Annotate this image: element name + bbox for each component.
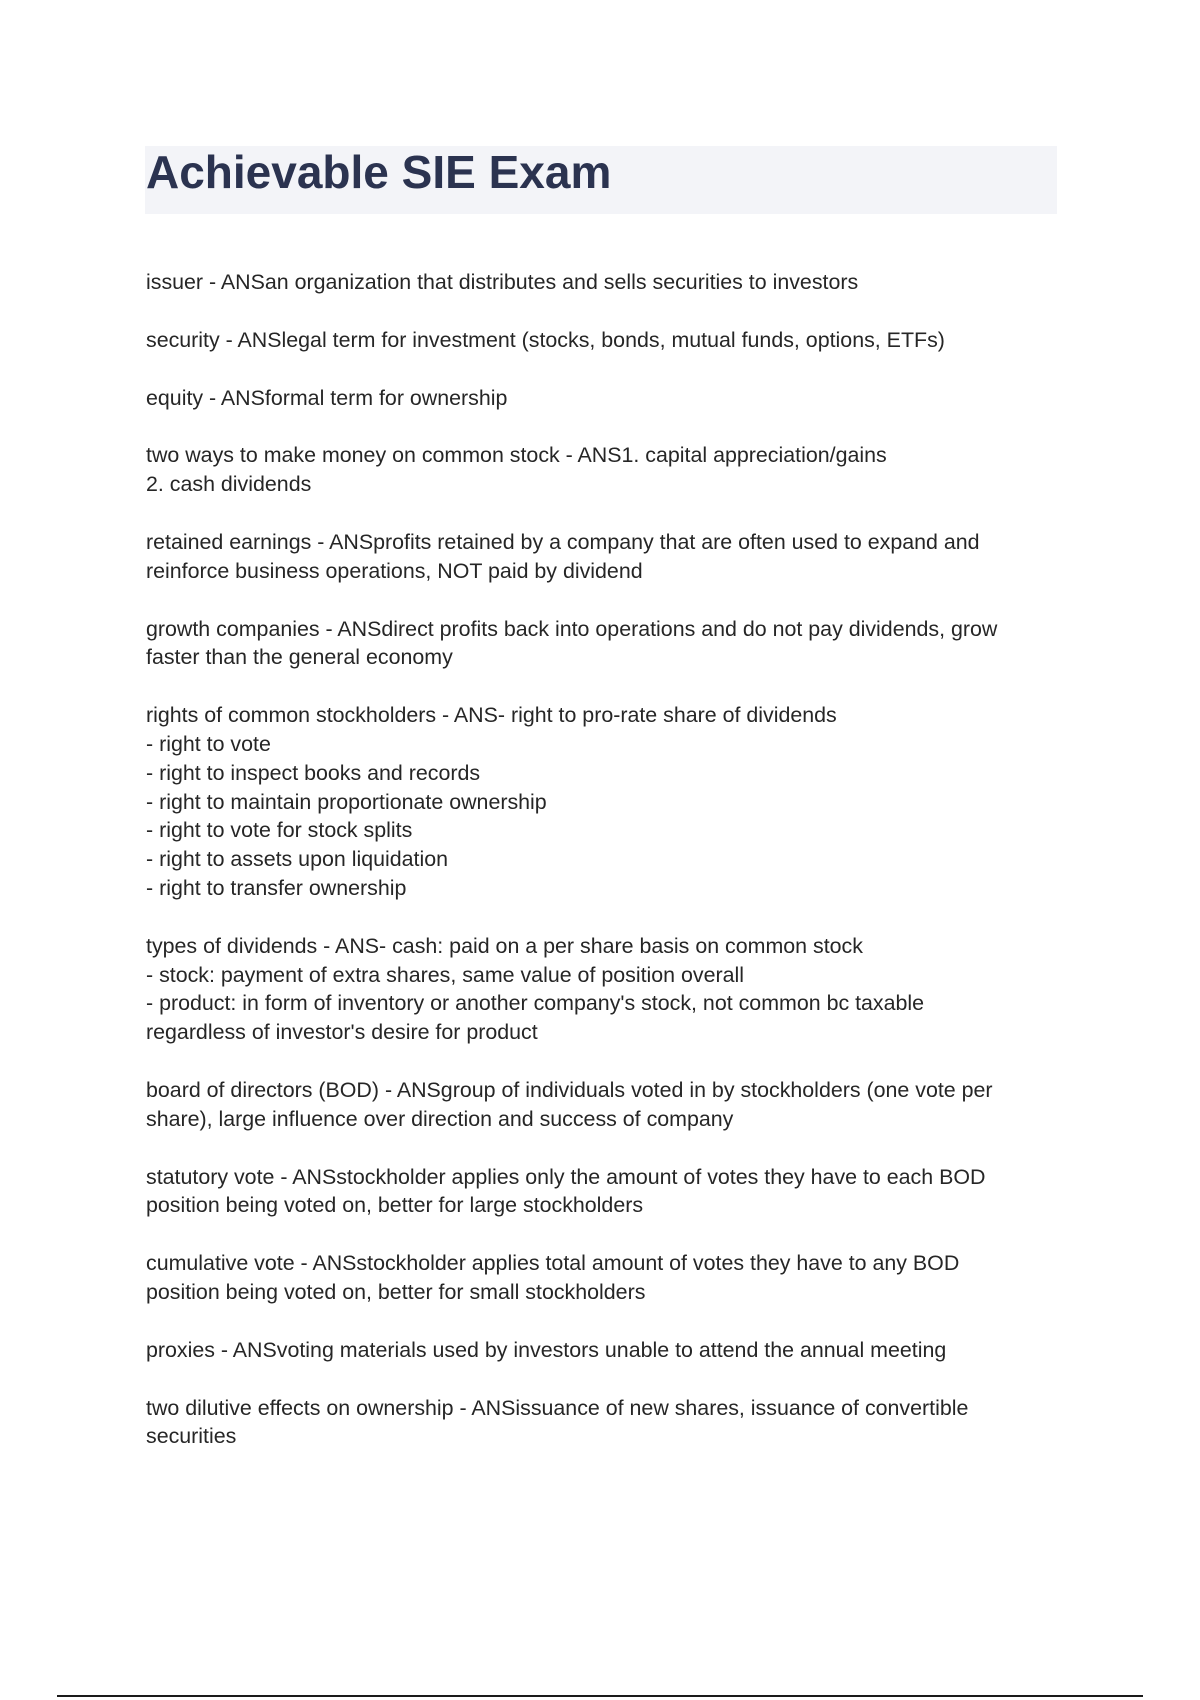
qa-entry-line: cumulative vote - ANSstockholder applies total amount of votes they have to any BOD	[146, 1251, 960, 1276]
qa-entry	[146, 528, 1056, 586]
qa-entry-line: - right to maintain proportionate ownership	[146, 789, 547, 814]
qa-entry-line: two ways to make money on common stock - ANS1. capital appreciation/gains	[146, 443, 887, 468]
qa-entry	[146, 384, 1056, 413]
qa-entry-line: faster than the general economy	[146, 645, 453, 670]
qa-entry	[146, 1076, 1056, 1134]
qa-entry-line: statutory vote - ANSstockholder applies only the amount of votes they have to each BOD	[146, 1164, 986, 1189]
qa-entry-line: proxies - ANSvoting materials used by investors unable to attend the annual meeting	[146, 1337, 947, 1362]
qa-entry	[146, 268, 1056, 297]
qa-entry-line: regardless of investor's desire for product	[146, 1020, 538, 1045]
qa-entry-line: - right to vote for stock splits	[146, 818, 413, 843]
qa-entry-line: security - ANSlegal term for investment (stocks, bonds, mutual funds, options, ETFs)	[146, 327, 945, 352]
qa-entry-line: growth companies - ANSdirect profits back into operations and do not pay dividends, grow	[146, 616, 998, 641]
qa-entry-line: - product: in form of inventory or another company's stock, not common bc taxable	[146, 991, 925, 1016]
qa-entry-line: securities	[146, 1424, 237, 1449]
qa-entry-line: 2. cash dividends	[146, 472, 312, 497]
qa-entry-line: rights of common stockholders - ANS- right to pro-rate share of dividends	[146, 703, 837, 728]
qa-entry	[146, 441, 1056, 499]
qa-entry	[146, 1336, 1056, 1365]
qa-entry-line: - right to inspect books and records	[146, 760, 481, 785]
qa-entry-line: equity - ANSformal term for ownership	[146, 385, 508, 410]
qa-entry-line: issuer - ANSan organization that distributes and sells securities to investors	[146, 270, 859, 294]
qa-entry	[146, 932, 1056, 1047]
qa-entry-line: position being voted on, better for small stockholders	[146, 1279, 646, 1304]
qa-entry	[146, 1394, 1056, 1452]
qa-entry-line: - stock: payment of extra shares, same value of position overall	[146, 962, 745, 987]
qa-entry-line: retained earnings - ANSprofits retained by a company that are often used to expand and	[146, 529, 980, 554]
qa-entry-line: - right to transfer ownership	[146, 875, 407, 900]
qa-entry	[146, 1163, 1056, 1221]
qa-entry-line: share), large influence over direction and success of company	[146, 1106, 734, 1131]
qa-entry-line: board of directors (BOD) - ANSgroup of individuals voted in by stockholders (one vote per	[146, 1077, 993, 1102]
qa-entry	[146, 615, 1056, 673]
qa-entry-line: - right to vote	[146, 731, 271, 756]
qa-entry-line: types of dividends - ANS- cash: paid on a per share basis on common stock	[146, 933, 863, 958]
qa-entry	[146, 326, 1056, 355]
qa-entry-line: position being voted on, better for large stockholders	[146, 1193, 644, 1218]
footer-divider	[57, 1695, 1143, 1697]
qa-entry-line: two dilutive effects on ownership - ANSissuance of new shares, issuance of convertible	[146, 1395, 969, 1420]
qa-entry	[146, 1249, 1056, 1307]
qa-entry-line: reinforce business operations, NOT paid by dividend	[146, 558, 643, 583]
qa-entry	[146, 701, 1056, 903]
qa-entry-line: - right to assets upon liquidation	[146, 847, 449, 872]
qa-list	[146, 268, 1056, 1480]
page-title: Achievable SIE Exam	[146, 146, 612, 198]
